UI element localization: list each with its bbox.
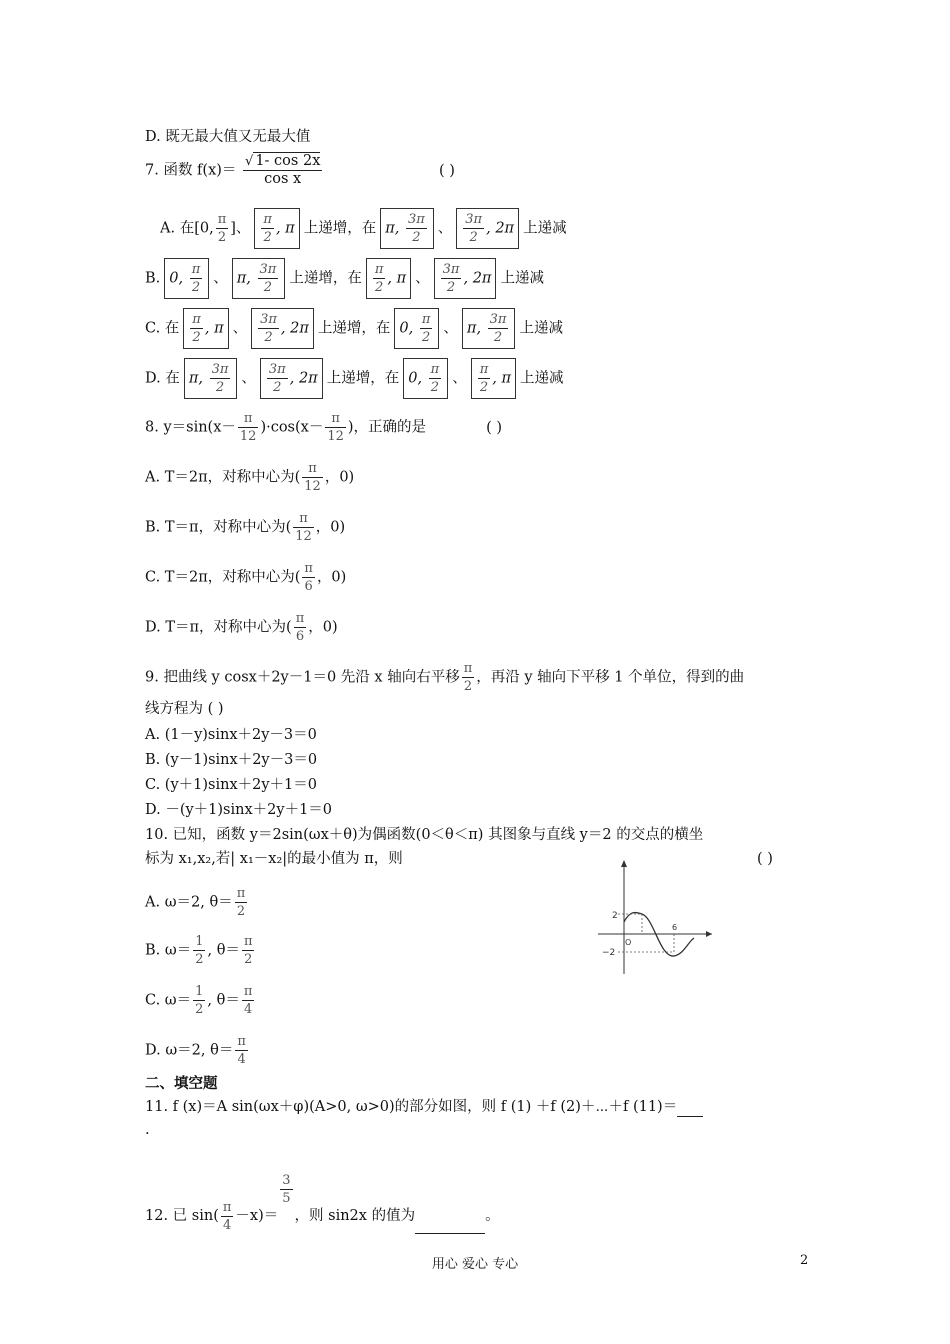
q10-answer-paren: ( )	[757, 851, 773, 867]
q7-option-a: A. 在[0, $\frac{\pi}{2}$ ]、 $\frac{\pi}{2}$ , π 上递增，在 π, $\frac{3\pi}{2}$ 、 $\frac{3\pi}{2}$ , 2π 上递减	[160, 208, 567, 249]
sine-graph-figure	[598, 858, 714, 976]
q10-option-d: D. ω＝2, θ＝ $\frac{\pi}{4}$	[145, 1034, 246, 1067]
section-2-heading: 二、填空题	[145, 1076, 218, 1092]
q7-fraction: $\frac{√ 1- \cos 2x}{\text{cos x}}$	[245, 153, 321, 187]
x-axis-arrow	[706, 931, 712, 937]
q10-option-a: A. ω＝2, θ＝ $\frac{\pi}{2}$	[145, 886, 246, 919]
q8-option-b: B. T＝π，对称中心为( $\frac{\pi}{12}$ ，0)	[145, 511, 346, 544]
q10-option-c: C. ω＝ $\frac{1}{2}$ , θ＝ $\frac{\pi}{4}$	[145, 984, 253, 1017]
q9-option-d: D. －(y＋1)sinx＋2y＋1＝0	[145, 802, 333, 818]
graph-label-x: 6	[672, 923, 678, 932]
q11-period: .	[145, 1122, 150, 1138]
q7-option-b: B. 0, $\frac{\pi}{2}$ 、 π, $\frac{3\pi}{2}$ 上递增，在 $\frac{\pi}{2}$ , π 、 $\frac{3\pi}{2}$ , 2π 上递减	[145, 258, 544, 299]
q7-option-c: C. 在 $\frac{\pi}{2}$ , π 、 $\frac{3\pi}{2}$ , 2π 上递增，在 0, $\frac{\pi}{2}$ 、 π, $\frac{3\pi}{2}$ 上递减	[145, 308, 563, 349]
q8-option-a: A. T＝2π，对称中心为( $\frac{\pi}{12}$ ，0)	[145, 461, 355, 494]
q9-option-b: B. (y－1)sinx＋2y－3＝0	[145, 752, 318, 768]
q9-option-c: C. (y＋1)sinx＋2y＋1＝0	[145, 777, 317, 793]
q10-option-b: B. ω＝ $\frac{1}{2}$ , θ＝ $\frac{\pi}{2}$	[145, 934, 253, 967]
q7-option-d: D. 在 π, $\frac{3\pi}{2}$ 、 $\frac{3\pi}{2}$ , 2π 上递增，在 0, $\frac{\pi}{2}$ 、 $\frac{\pi}{2}$ , π 上递减	[145, 358, 564, 399]
q6-option-d: D. 既无最大值又无最大值	[145, 129, 311, 145]
question-10-line-1: 10. 已知，函数 y＝2sin(ωx＋θ)为偶函数(0＜θ＜π) 其图象与直线 y＝2 的交点的横坐	[145, 827, 704, 843]
graph-label-y-top: 2	[612, 911, 618, 921]
page-footer: 用心 爱心 专心	[431, 1257, 519, 1272]
q12-answer-blank[interactable]	[415, 1217, 485, 1234]
question-9: 9. 把曲线 y cosx＋2y－1＝0 先沿 x 轴向右平移 $\frac{\pi}{2}$ ，再沿 y 轴向下平移 1 个单位，得到的曲	[145, 661, 745, 694]
y-axis-arrow	[621, 860, 627, 867]
question-7: 7. 函数 f(x)＝ $\frac{√ 1- \cos 2x}{\text{cos x}}$ ( )	[145, 153, 455, 187]
question-12: 12. 已 sin( $\frac{\pi}{4}$ －x)＝ $\frac{3}{5}$ ，则 sin2x 的值为 。	[145, 1173, 500, 1233]
q8-option-c: C. T＝2π，对称中心为( $\frac{\pi}{6}$ ，0)	[145, 561, 347, 594]
q8-option-d: D. T＝π，对称中心为( $\frac{\pi}{6}$ ，0)	[145, 611, 338, 644]
question-10-line-2: 标为 x₁,x₂,若| x₁－x₂|的最小值为 π，则	[145, 851, 403, 867]
page-number: 2	[800, 1253, 809, 1268]
q9-line-2: 线方程为 ( )	[145, 701, 224, 717]
q11-answer-blank[interactable]	[677, 1100, 703, 1117]
question-11: 11. f (x)＝A sin(ωx＋φ)(A>0, ω>0)的部分如图，则 f (1) ＋f (2)＋⋯＋f (11)＝	[145, 1097, 703, 1117]
graph-label-origin: O	[625, 938, 632, 947]
q9-option-a: A. (1－y)sinx＋2y－3＝0	[145, 727, 317, 743]
graph-label-y-bottom: −2	[602, 948, 616, 958]
question-8: 8. y＝sin(x－ $\frac{\pi}{12}$ )·cos(x－ $\frac{\pi}{12}$ )，正确的是 ( )	[145, 411, 502, 444]
